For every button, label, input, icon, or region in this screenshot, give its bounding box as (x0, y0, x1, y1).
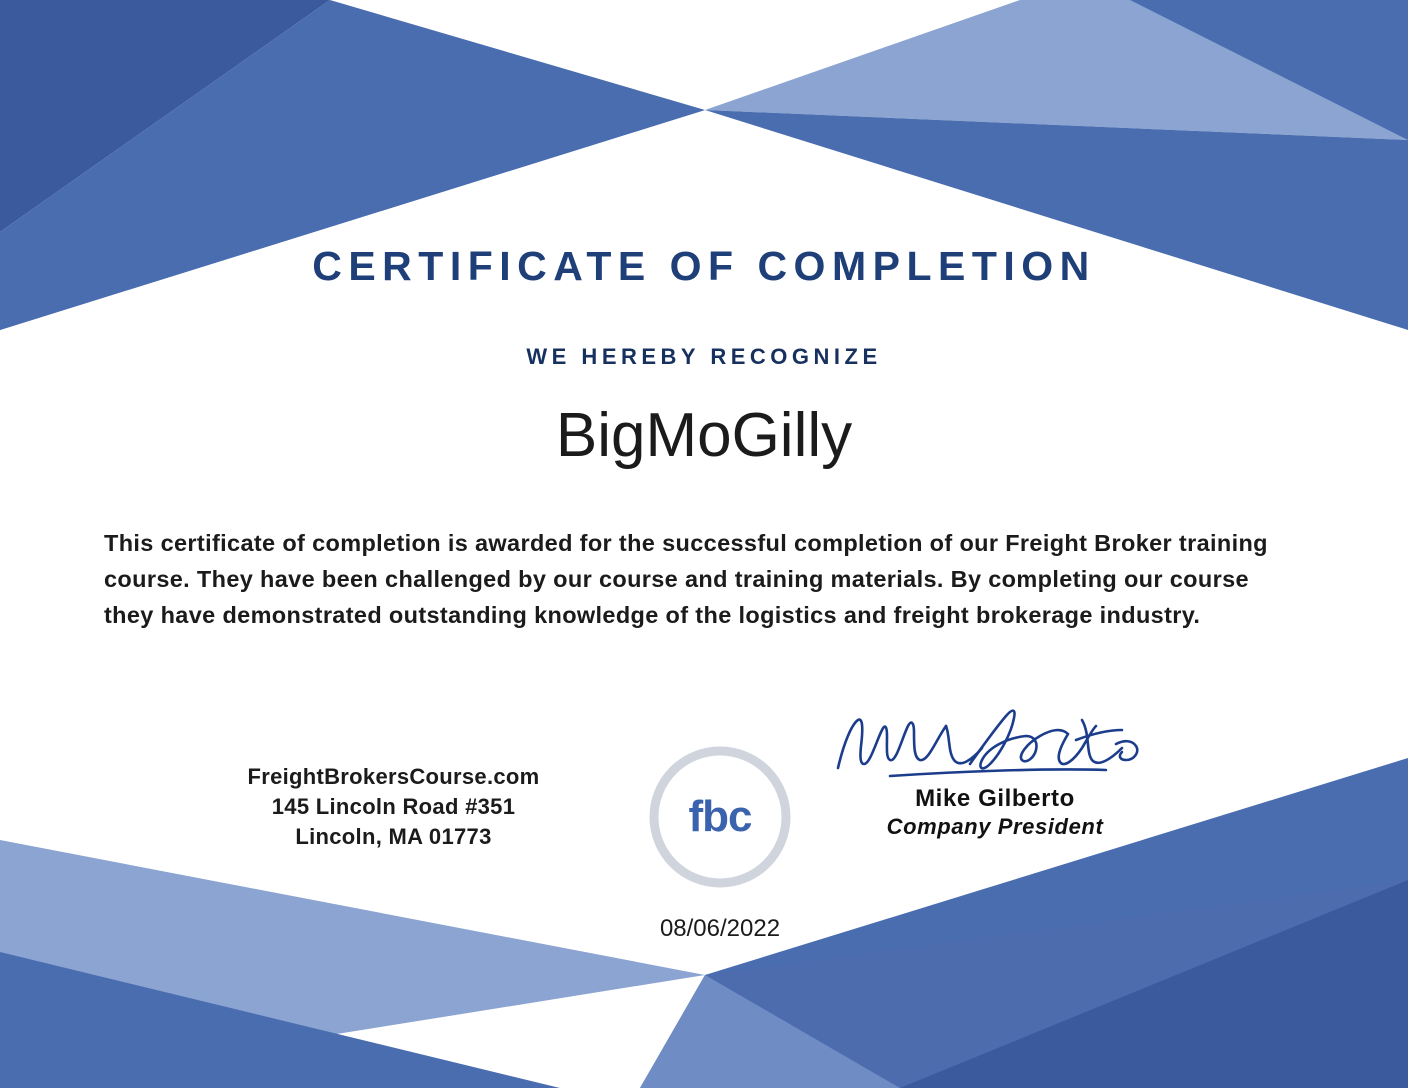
issue-date: 08/06/2022 (659, 915, 781, 942)
certificate-subtitle: WE HEREBY RECOGNIZE (526, 344, 882, 369)
signer-name: Mike Gilberto (915, 785, 1075, 812)
handwritten-signature-icon (830, 690, 1160, 790)
logo-text: fbc (688, 792, 752, 841)
fbc-logo-icon (648, 745, 792, 889)
organization-website: FreightBrokersCourse.com (247, 764, 540, 789)
signer-role: Company President (886, 814, 1104, 839)
organization-address-line1: 145 Lincoln Road #351 (271, 794, 516, 819)
certificate-body-text: This certificate of completion is awarded for the successful completion of our Freight Broker training course. They have been challenged by our course and training materials. By completing our course they have demonstrated outstanding knowledge of the logistics and freight brokerage industry. (104, 530, 1268, 628)
organization-details (130, 762, 657, 852)
page-title: CERTIFICATE OF COMPLETION (312, 243, 1096, 289)
organization-address-line2: Lincoln, MA 01773 (295, 824, 492, 849)
recipient-name: BigMoGilly (555, 401, 853, 470)
